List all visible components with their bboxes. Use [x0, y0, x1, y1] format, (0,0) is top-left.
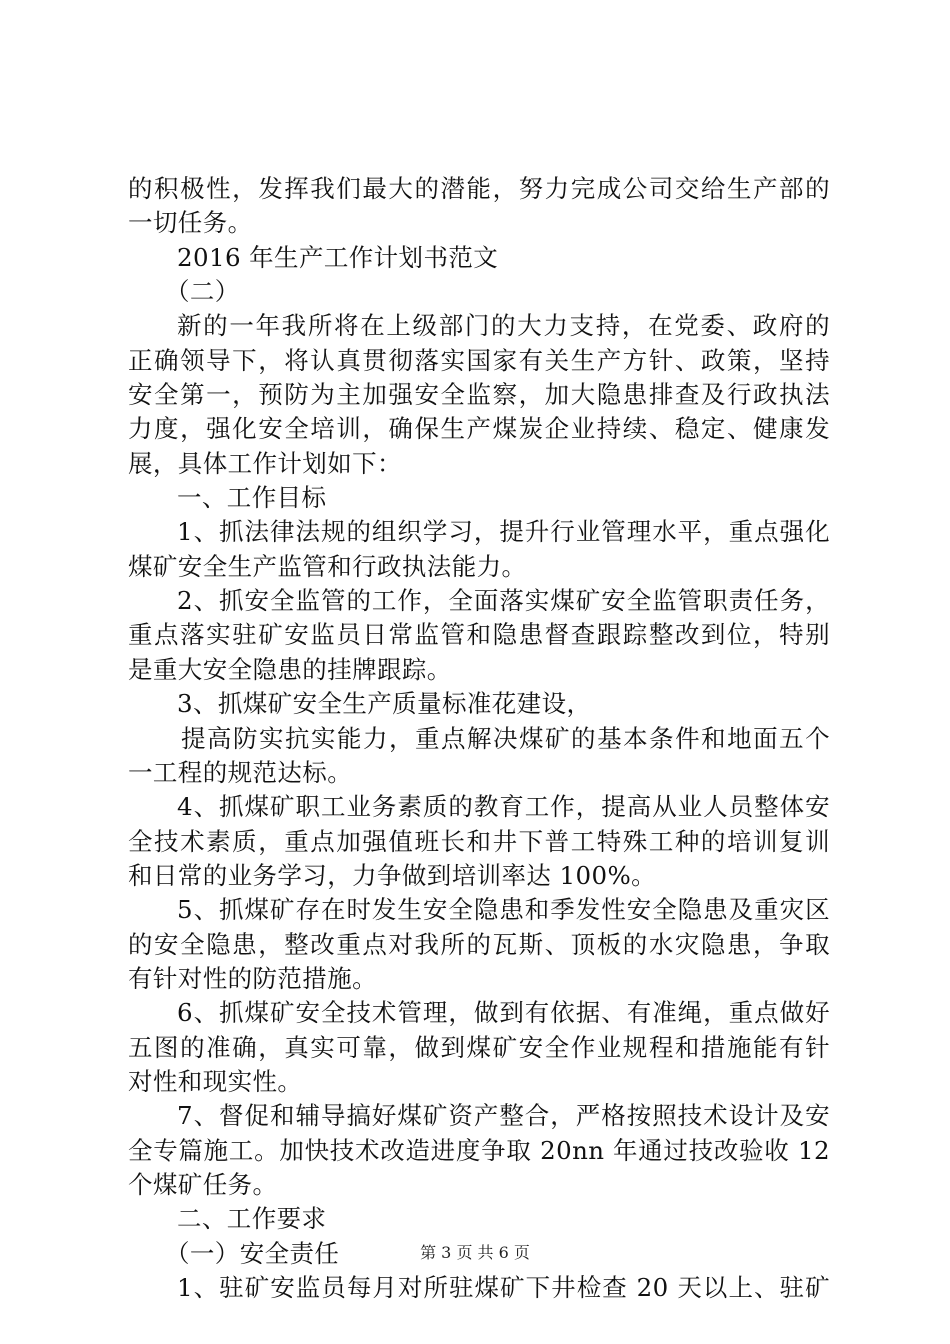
text-line: 和日常的业务学习，力争做到培训率达 100%。	[128, 860, 657, 890]
text-line: 展，具体工作计划如下：	[128, 448, 402, 478]
text-line: 7、督促和辅导搞好煤矿资产整合，严格按照技术设计及安	[177, 1101, 830, 1131]
text-line: 重点落实驻矿安监员日常监管和隐患督查跟踪整改到位，特别	[128, 620, 830, 650]
text-line: 的积极性，发挥我们最大的潜能，努力完成公司交给生产部的	[128, 174, 830, 203]
text-line: 对性和现实性。	[128, 1066, 303, 1096]
text-line: 6、抓煤矿安全技术管理，做到有依据、有准绳，重点做好	[177, 998, 830, 1028]
text-line: 3、抓煤矿安全生产质量标准花建设，	[177, 689, 592, 719]
text-line: （一）安全责任	[165, 1238, 340, 1268]
text-line: 一工程的规范达标。	[128, 757, 353, 787]
text-line: 有针对性的防范措施。	[128, 963, 377, 993]
text-line: 1、驻矿安监员每月对所驻煤矿下井检查 20 天以上、驻矿	[177, 1273, 830, 1302]
text-line: 个煤矿任务。	[128, 1169, 278, 1199]
page-footer: 第 3 页 共 6 页	[420, 1243, 530, 1262]
text-line: 全技术素质，重点加强值班长和井下普工特殊工种的培训复训	[128, 826, 830, 856]
text-line: 提高防实抗实能力，重点解决煤矿的基本条件和地面五个	[181, 723, 830, 753]
text-line: 煤矿安全生产监管和行政执法能力。	[128, 551, 527, 581]
text-line: 是重大安全隐患的挂牌跟踪。	[128, 654, 452, 684]
text-line: 2、抓安全监管的工作，全面落实煤矿安全监管职责任务，	[177, 586, 830, 616]
text-line: 一、工作目标	[177, 483, 327, 513]
text-line: 全专篇施工。加快技术改造进度争取 20nn 年通过技改验收 12	[128, 1135, 830, 1165]
text-line: （二）	[165, 277, 240, 307]
text-line: 一切任务。	[128, 208, 253, 238]
text-line: 正确领导下，将认真贯彻落实国家有关生产方针、政策，坚持	[128, 345, 830, 375]
text-line: 安全第一，预防为主加强安全监察，加大隐患排查及行政执法	[128, 380, 830, 410]
text-line: 2016 年生产工作计划书范文	[177, 242, 499, 272]
text-line: 5、抓煤矿存在时发生安全隐患和季发性安全隐患及重灾区	[177, 895, 830, 925]
text-line: 的安全隐患，整改重点对我所的瓦斯、顶板的水灾隐患，争取	[128, 929, 830, 959]
text-line: 二、工作要求	[177, 1204, 327, 1234]
text-line: 4、抓煤矿职工业务素质的教育工作，提高从业人员整体安	[177, 792, 830, 822]
text-line: 力度，强化安全培训，确保生产煤炭企业持续、稳定、健康发	[128, 414, 830, 444]
text-line: 新的一年我所将在上级部门的大力支持，在党委、政府的	[177, 311, 830, 341]
text-line: 五图的准确，真实可靠，做到煤矿安全作业规程和措施能有针	[128, 1032, 830, 1062]
document-body	[128, 172, 830, 1305]
text-line: 1、抓法律法规的组织学习，提升行业管理水平，重点强化	[177, 517, 830, 547]
